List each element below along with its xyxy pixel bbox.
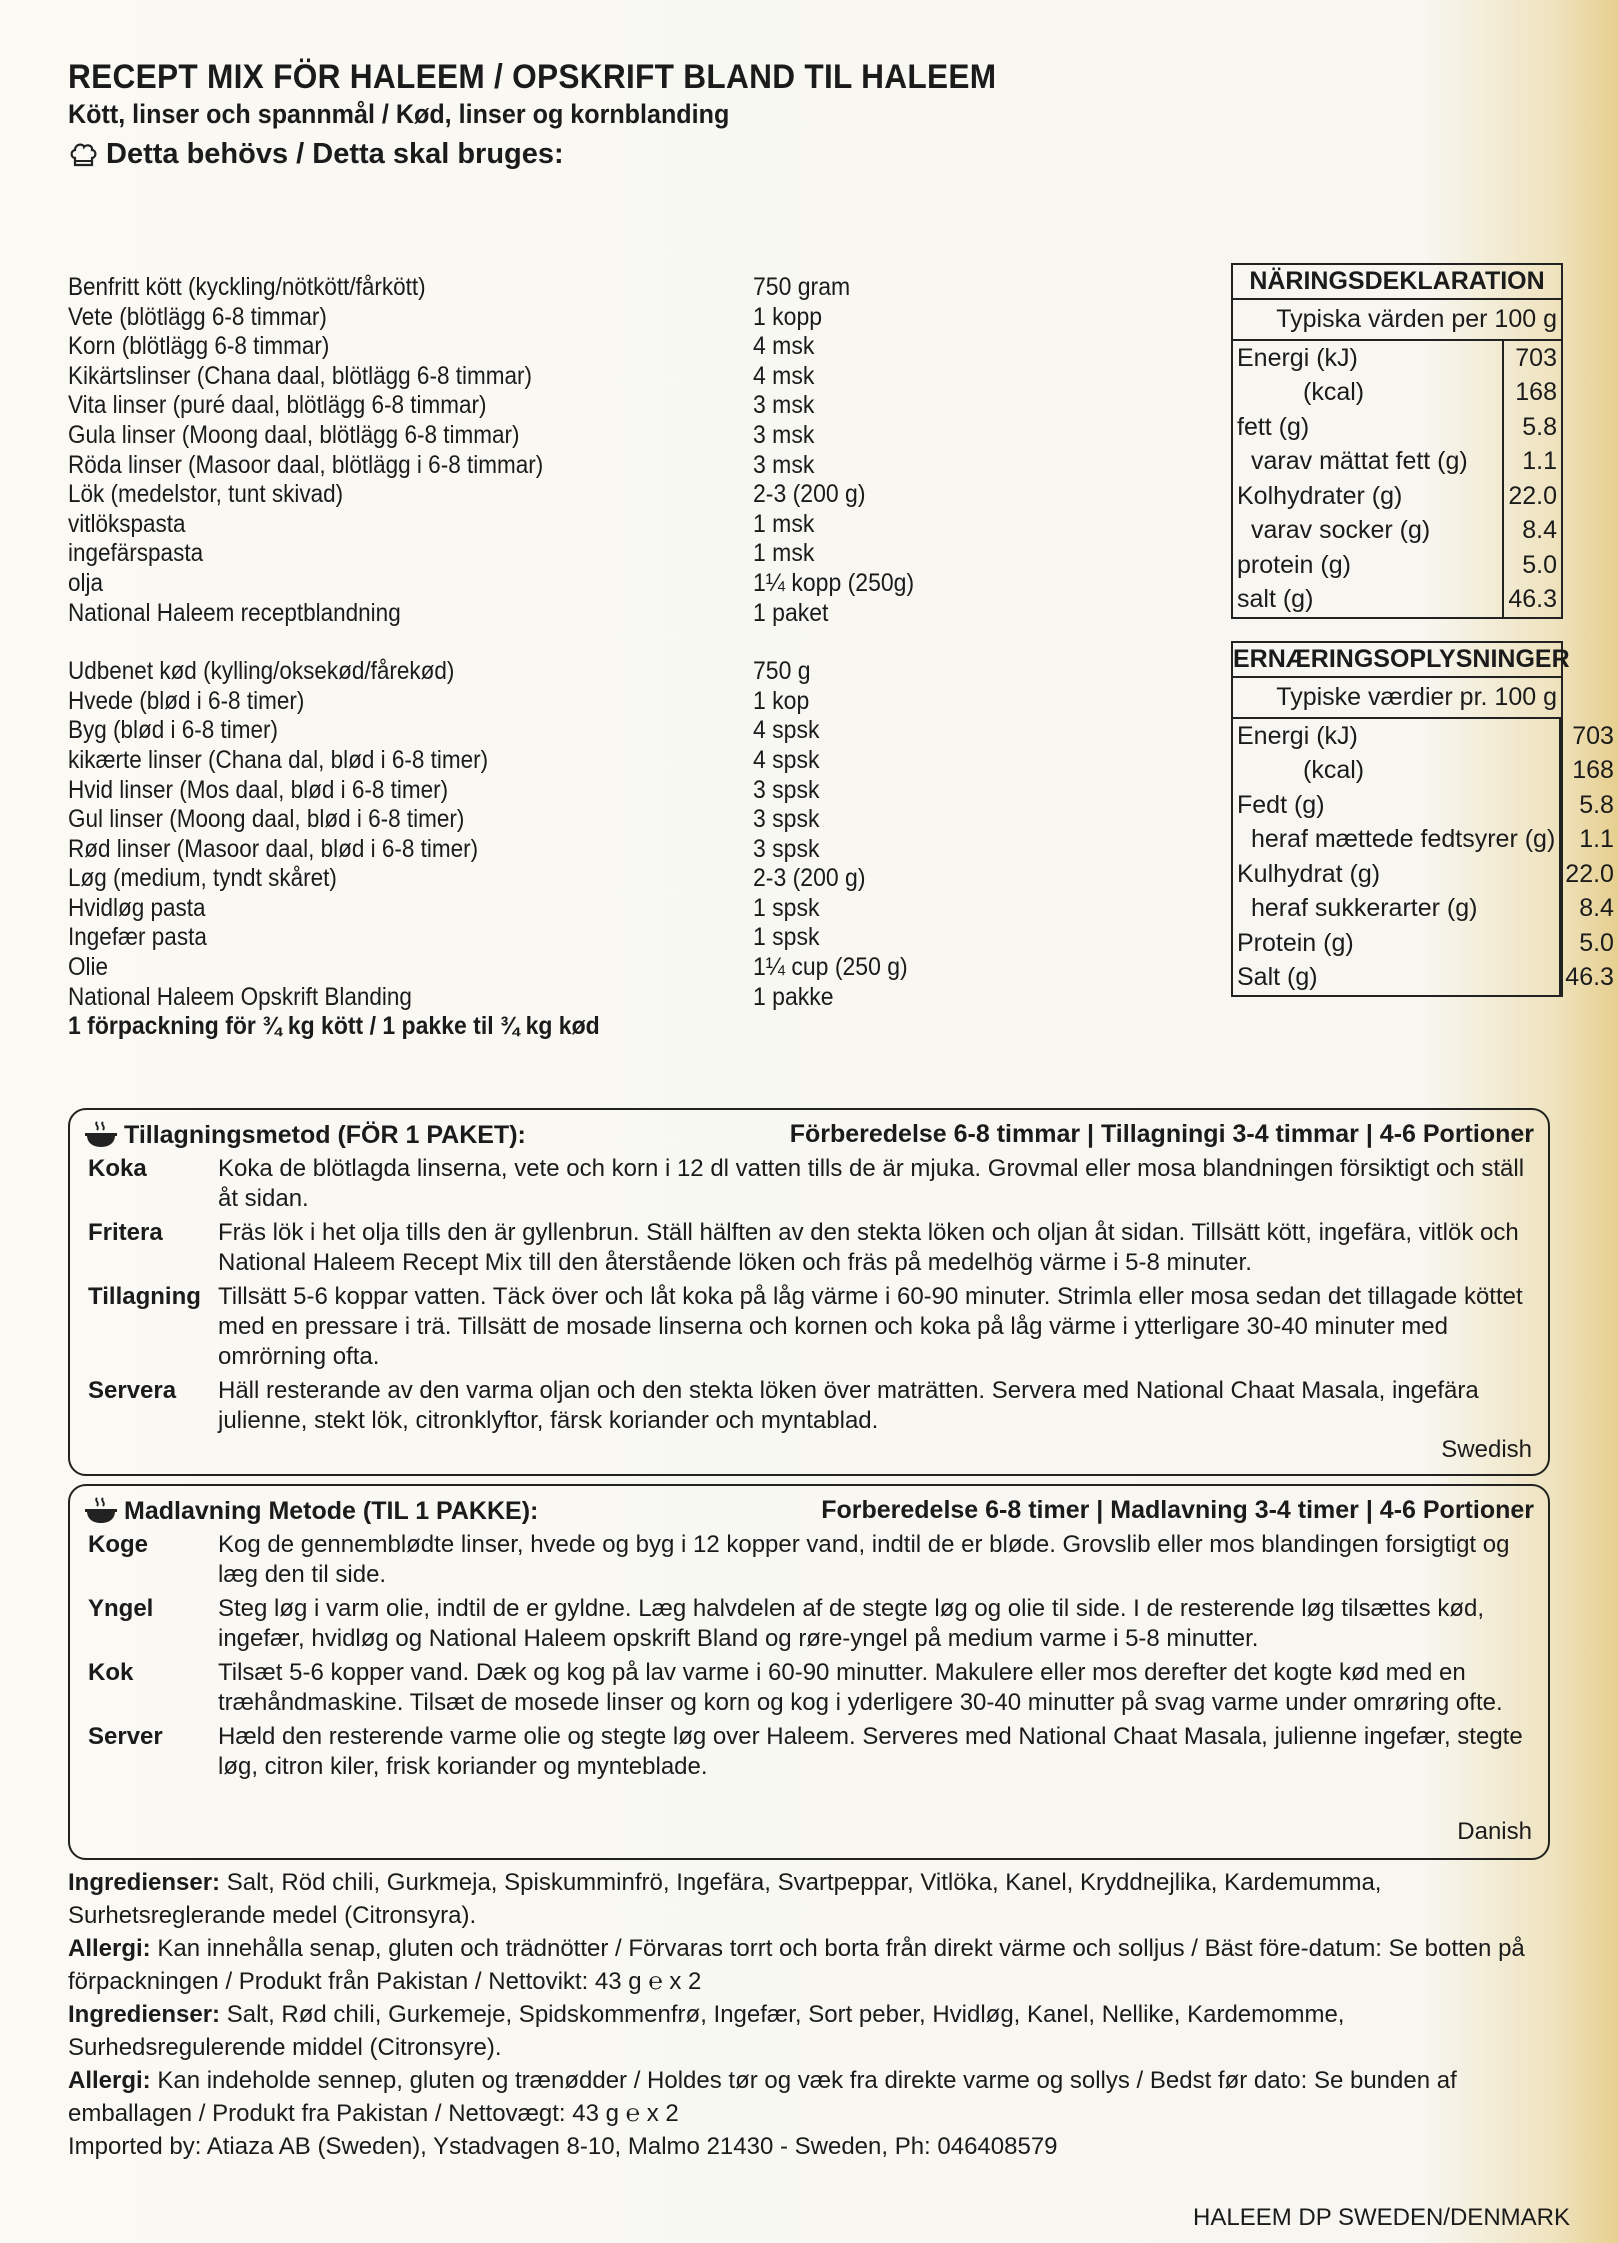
product-code: HALEEM DP SWEDEN/DENMARK	[1193, 2204, 1570, 2231]
ingredient-name: Lök (medelstor, tunt skivad)	[68, 480, 344, 509]
ingredient-name: Olie	[68, 953, 109, 982]
ingredient-name: Rød linser (Masoor daal, blød i 6-8 timer)	[68, 834, 479, 863]
language-label-swedish: Swedish	[1441, 1436, 1532, 1463]
ingredient-quantity: 1¼ cup (250 g)	[753, 953, 908, 982]
step-text: Kog de gennemblødte linser, hvede og byg i 12 kopper vand, indtil de er bløde. Grovslib eller mos blandingen forsigtigt og læg den til side.	[218, 1531, 1510, 1588]
nutrition-value: 8.4	[1503, 514, 1561, 549]
nutrition-value: 703	[1503, 341, 1561, 376]
ingredient-row	[68, 657, 948, 687]
nutrition-value: 46.3	[1560, 961, 1618, 996]
needs-heading	[68, 138, 1568, 171]
ingredient-quantity: 2-3 (200 g)	[753, 480, 866, 509]
ingredient-quantity: 1¼ kopp (250g)	[753, 568, 915, 597]
ingredient-quantity: 4 msk	[753, 332, 815, 361]
step-text: Tillsätt 5-6 koppar vatten. Täck över och låt koka på låg värme i 60-90 minuter. Strimla eller mosa sedan det tillagade köttet med en pressare i trä. Tillsätt de mosade linserna och kornen och koka på låg värme i ytterligare 30-40 minuter med omrörning ofta.	[218, 1283, 1523, 1370]
recipe-document	[68, 58, 1614, 2163]
allergy-text-swedish: Allergi: Kan innehålla senap, gluten och trädnötter / Förvaras torrt och borta från direkt värme och solljus / Bäst före-datum: Se botten på förpackningen / Produkt från Pakistan / Nettovikt: 43 g ℮ x 2	[68, 1935, 1525, 1995]
nutrition-value: 168	[1560, 754, 1618, 789]
ingredient-quantity: 1 msk	[753, 509, 815, 538]
nutrition-label: varav socker (g)	[1251, 516, 1431, 545]
step-label: Yngel	[88, 1595, 154, 1622]
ingredient-row	[68, 983, 948, 1013]
ingredient-quantity: 3 msk	[753, 420, 815, 449]
nutrition-label: Energi (kJ)	[1237, 721, 1358, 750]
step-text: Häll resterande av den varma oljan och den stekta löken över maträtten. Servera med National Chaat Masala, ingefära julienne, stekt lök, citronklyftor, färsk koriander och myntablad.	[218, 1377, 1479, 1434]
method-title-swedish: Tillagningsmetod (FÖR 1 PAKET):	[124, 1120, 526, 1149]
ingredient-name: Vita linser (puré daal, blötlägg 6-8 timmar)	[68, 391, 487, 420]
method-title-danish: Madlavning Metode (TIL 1 PAKKE):	[124, 1496, 539, 1525]
ingredient-row	[68, 599, 948, 629]
ingredient-quantity: 750 gram	[753, 273, 851, 301]
ingredient-row	[68, 421, 948, 451]
ingredient-quantity: 4 spsk	[753, 716, 820, 745]
nutrition-value: 1.1	[1503, 445, 1561, 480]
ingredient-row	[68, 716, 948, 746]
ingredient-name: Gul linser (Moong daal, blød i 6-8 timer)	[68, 805, 465, 834]
nutrition-value: 5.0	[1560, 926, 1618, 961]
ingredient-quantity: 1 spsk	[753, 893, 820, 922]
ingredient-quantity: 1 pakke	[753, 982, 834, 1011]
step-text: Fräs lök i het olja tills den är gyllenbrun. Ställ hälften av den stekta löken och oljan åt sidan. Tillsätt kött, ingefära, vitlök och National Haleem Recept Mix till den återstående löken och fräs på medelhög värme i 5-8 minuter.	[218, 1219, 1519, 1276]
step-text: Steg løg i varm olie, indtil de er gyldne. Læg halvdelen af de stegte løg og olie til side. I de resterende løg tilsættes kød, ingefær, hvidløg og National Haleem opskrift Bland og røre-yngel på medium varme i 5-8 minutter.	[218, 1595, 1484, 1652]
nutrition-row	[1233, 857, 1618, 892]
bottom-info	[68, 1866, 1568, 2163]
ingredient-name: Benfritt kött (kyckling/nötkött/fårkött)	[68, 273, 426, 301]
cooking-pot-icon	[84, 1120, 118, 1150]
nutrition-label: Fedt (g)	[1237, 790, 1325, 819]
ingredient-row	[68, 746, 948, 776]
nutrition-value: 22.0	[1503, 479, 1561, 514]
ingredient-name: olja	[68, 568, 104, 597]
ingredients-swedish	[68, 273, 948, 628]
ingredient-row	[68, 894, 948, 924]
nutrition-sub-danish: Typiske værdier pr. 100 g	[1233, 678, 1561, 719]
method-step	[84, 1530, 1534, 1590]
method-step	[84, 1658, 1534, 1718]
ingredient-name: Hvid linser (Mos daal, blød i 6-8 timer)	[68, 775, 449, 804]
chef-hat-icon	[68, 140, 98, 170]
ingredient-row	[68, 923, 948, 953]
nutrition-table-danish	[1231, 641, 1614, 997]
nutrition-label: (kcal)	[1303, 756, 1365, 785]
step-label: Fritera	[88, 1219, 163, 1246]
method-times-danish: Forberedelse 6-8 timer | Madlavning 3-4 timer | 4-6 Portioner	[821, 1496, 1534, 1524]
ingredient-row	[68, 835, 948, 865]
ingredient-name: vitlökspasta	[68, 509, 186, 538]
nutrition-label: varav mättat fett (g)	[1251, 447, 1468, 476]
ingredient-quantity: 3 msk	[753, 450, 815, 479]
ingredient-name: ingefärspasta	[68, 539, 204, 568]
nutrition-label: Kolhydrater (g)	[1237, 481, 1403, 510]
nutrition-sub-swedish: Typiska värden per 100 g	[1233, 300, 1561, 341]
nutrition-row	[1233, 823, 1618, 858]
method-box-danish	[68, 1484, 1550, 1860]
ingredient-quantity: 4 msk	[753, 361, 815, 390]
ingredient-name: Kikärtslinser (Chana daal, blötlägg 6-8 timmar)	[68, 361, 532, 390]
nutrition-row	[1233, 548, 1561, 583]
nutrition-row	[1233, 341, 1561, 376]
nutrition-row	[1233, 754, 1618, 789]
step-text: Hæld den resterende varme olie og stegte løg over Haleem. Serveres med National Chaat Masala, julienne ingefær, stegte løg, citron kiler, frisk koriander og mynteblade.	[218, 1723, 1523, 1780]
ingredients-text-danish: Ingredienser: Salt, Rød chili, Gurkemeje, Spidskommenfrø, Ingefær, Sort peber, Hvidløg, Kanel, Nellike, Kardemomme, Surhedsregulerende middel (Citronsyre).	[68, 2001, 1345, 2061]
cooking-pot-icon	[84, 1496, 118, 1526]
method-step	[84, 1282, 1534, 1372]
step-label: Servera	[88, 1377, 177, 1404]
nutrition-row	[1233, 719, 1618, 754]
ingredient-row	[68, 480, 948, 510]
ingredient-row	[68, 805, 948, 835]
ingredient-quantity: 3 msk	[753, 391, 815, 420]
ingredient-quantity: 2-3 (200 g)	[753, 864, 866, 893]
ingredient-name: Vete (blötlägg 6-8 timmar)	[68, 302, 327, 331]
ingredient-row	[68, 273, 948, 303]
method-step	[84, 1376, 1534, 1436]
nutrition-value: 8.4	[1560, 892, 1618, 927]
ingredient-name: Gula linser (Moong daal, blötlägg 6-8 timmar)	[68, 420, 520, 449]
ingredient-row	[68, 864, 948, 894]
nutrition-row	[1233, 445, 1561, 480]
ingredients-danish	[68, 657, 948, 1012]
language-label-danish: Danish	[1457, 1818, 1532, 1845]
nutrition-value: 703	[1560, 719, 1618, 754]
nutrition-title-swedish: NÄRINGSDEKLARATION	[1233, 265, 1561, 300]
step-text: Tilsæt 5-6 kopper vand. Dæk og kog på lav varme i 60-90 minutter. Makulere eller mos derefter det kogte kød med en træhåndmaskine. Tilsæt de mosede linser og korn og kog i yderligere 30-40 minutter på svag varme under omrøring ofte.	[218, 1659, 1503, 1716]
method-box-swedish	[68, 1108, 1550, 1476]
ingredient-row	[68, 303, 948, 333]
ingredient-name: kikærte linser (Chana dal, blød i 6-8 timer)	[68, 745, 489, 774]
nutrition-row	[1233, 788, 1618, 823]
nutrition-row	[1233, 514, 1561, 549]
ingredient-quantity: 1 msk	[753, 539, 815, 568]
ingredients-list	[68, 273, 948, 1042]
ingredient-row	[68, 510, 948, 540]
ingredient-row	[68, 362, 948, 392]
ingredient-quantity: 1 paket	[753, 598, 829, 627]
nutrition-value: 5.8	[1503, 410, 1561, 445]
nutrition-row	[1233, 583, 1561, 618]
nutrition-value: 1.1	[1560, 823, 1618, 858]
nutrition-label: Energi (kJ)	[1237, 343, 1358, 372]
method-step	[84, 1218, 1534, 1278]
ingredient-name: National Haleem Opskrift Blanding	[68, 982, 412, 1011]
ingredient-quantity: 3 spsk	[753, 834, 820, 863]
nutrition-row	[1233, 961, 1618, 996]
ingredients-text-swedish: Ingredienser: Salt, Röd chili, Gurkmeja, Spiskumminfrö, Ingefära, Svartpeppar, Vitlöka, Kanel, Kryddnejlika, Kardemumma, Surhetsreglerande medel (Citronsyra).	[68, 1869, 1382, 1929]
nutrition-value: 168	[1503, 376, 1561, 411]
method-step	[84, 1722, 1534, 1782]
nutrition-label: Protein (g)	[1237, 928, 1354, 957]
nutrition-label: Salt (g)	[1237, 963, 1318, 992]
method-header-swedish	[84, 1120, 1534, 1150]
ingredient-row	[68, 776, 948, 806]
ingredient-quantity: 3 spsk	[753, 805, 820, 834]
nutrition-row	[1233, 926, 1618, 961]
nutrition-label: Kulhydrat (g)	[1237, 859, 1381, 888]
step-text: Koka de blötlagda linserna, vete och korn i 12 dl vatten tills de är mjuka. Grovmal eller mosa blandningen försiktigt och ställ åt sidan.	[218, 1155, 1525, 1212]
ingredient-name: Korn (blötlägg 6-8 timmar)	[68, 332, 330, 361]
nutrition-label: protein (g)	[1237, 550, 1351, 579]
step-label: Tillagning	[88, 1283, 201, 1310]
method-step	[84, 1154, 1534, 1214]
allergy-text-danish: Allergi: Kan indeholde sennep, gluten og trænødder / Holdes tør og væk fra direkte varme og sollys / Bedst før dato: Se bunden af emballagen / Produkt fra Pakistan / Nettovægt: 43 g ℮ x 2	[68, 2067, 1457, 2127]
nutrition-row	[1233, 892, 1618, 927]
ingredient-quantity: 1 spsk	[753, 923, 820, 952]
page-title: RECEPT MIX FÖR HALEEM / OPSKRIFT BLAND TIL HALEEM	[68, 58, 997, 96]
ingredient-row	[68, 953, 948, 983]
nutrition-title-danish: ERNÆRINGSOPLYSNINGER	[1233, 643, 1561, 678]
ingredient-row	[68, 451, 948, 481]
nutrition-value: 5.8	[1560, 788, 1618, 823]
ingredient-name: Byg (blød i 6-8 timer)	[68, 716, 279, 745]
nutrition-label: (kcal)	[1303, 378, 1365, 407]
top-section	[68, 138, 1614, 1041]
step-label: Koge	[88, 1531, 148, 1558]
ingredient-quantity: 4 spsk	[753, 745, 820, 774]
ingredient-row	[68, 332, 948, 362]
ingredient-name: Løg (medium, tyndt skåret)	[68, 864, 337, 893]
ingredient-quantity: 750 g	[753, 657, 811, 686]
nutrition-value: 5.0	[1503, 548, 1561, 583]
method-step	[84, 1594, 1534, 1654]
ingredient-quantity: 3 spsk	[753, 775, 820, 804]
ingredient-row	[68, 569, 948, 599]
page-subtitle: Kött, linser och spannmål / Kød, linser og kornblanding	[68, 99, 730, 129]
ingredient-row	[68, 539, 948, 569]
ingredient-name: Hvede (blød i 6-8 timer)	[68, 686, 305, 715]
nutrition-value: 46.3	[1503, 583, 1561, 618]
nutrition-row	[1233, 376, 1561, 411]
nutrition-row	[1233, 479, 1561, 514]
nutrition-value: 22.0	[1560, 857, 1618, 892]
nutrition-label: fett (g)	[1237, 412, 1310, 441]
ingredient-name: Ingefær pasta	[68, 923, 207, 952]
ingredient-quantity: 1 kopp	[753, 302, 823, 331]
step-label: Server	[88, 1723, 163, 1750]
step-label: Kok	[88, 1659, 134, 1686]
ingredient-name: Udbenet kød (kylling/oksekød/fårekød)	[68, 657, 455, 686]
step-label: Koka	[88, 1155, 147, 1182]
nutrition-row	[1233, 410, 1561, 445]
ingredient-name: Röda linser (Masoor daal, blötlägg i 6-8 timmar)	[68, 450, 544, 479]
method-times-swedish: Förberedelse 6-8 timmar | Tillagningi 3-4 timmar | 4-6 Portioner	[789, 1120, 1534, 1148]
ingredient-name: Hvidløg pasta	[68, 893, 206, 922]
needs-label: Detta behövs / Detta skal bruges:	[106, 138, 564, 170]
nutrition-table-swedish	[1231, 263, 1563, 619]
method-header-danish	[84, 1496, 1534, 1526]
pack-note: 1 förpackning för ¾ kg kött / 1 pakke til ¾ kg kød	[68, 1012, 600, 1041]
ingredient-row	[68, 687, 948, 717]
ingredient-name: National Haleem receptblandning	[68, 598, 401, 627]
nutrition-label: heraf mættede fedtsyrer (g)	[1251, 825, 1556, 854]
nutrition-label: salt (g)	[1237, 585, 1314, 614]
ingredient-row	[68, 391, 948, 421]
importer-text: Imported by: Atiaza AB (Sweden), Ystadvagen 8-10, Malmo 21430 - Sweden, Ph: 046408579	[68, 2133, 1058, 2160]
nutrition-label: heraf sukkerarter (g)	[1251, 894, 1478, 923]
ingredient-quantity: 1 kop	[753, 686, 810, 715]
